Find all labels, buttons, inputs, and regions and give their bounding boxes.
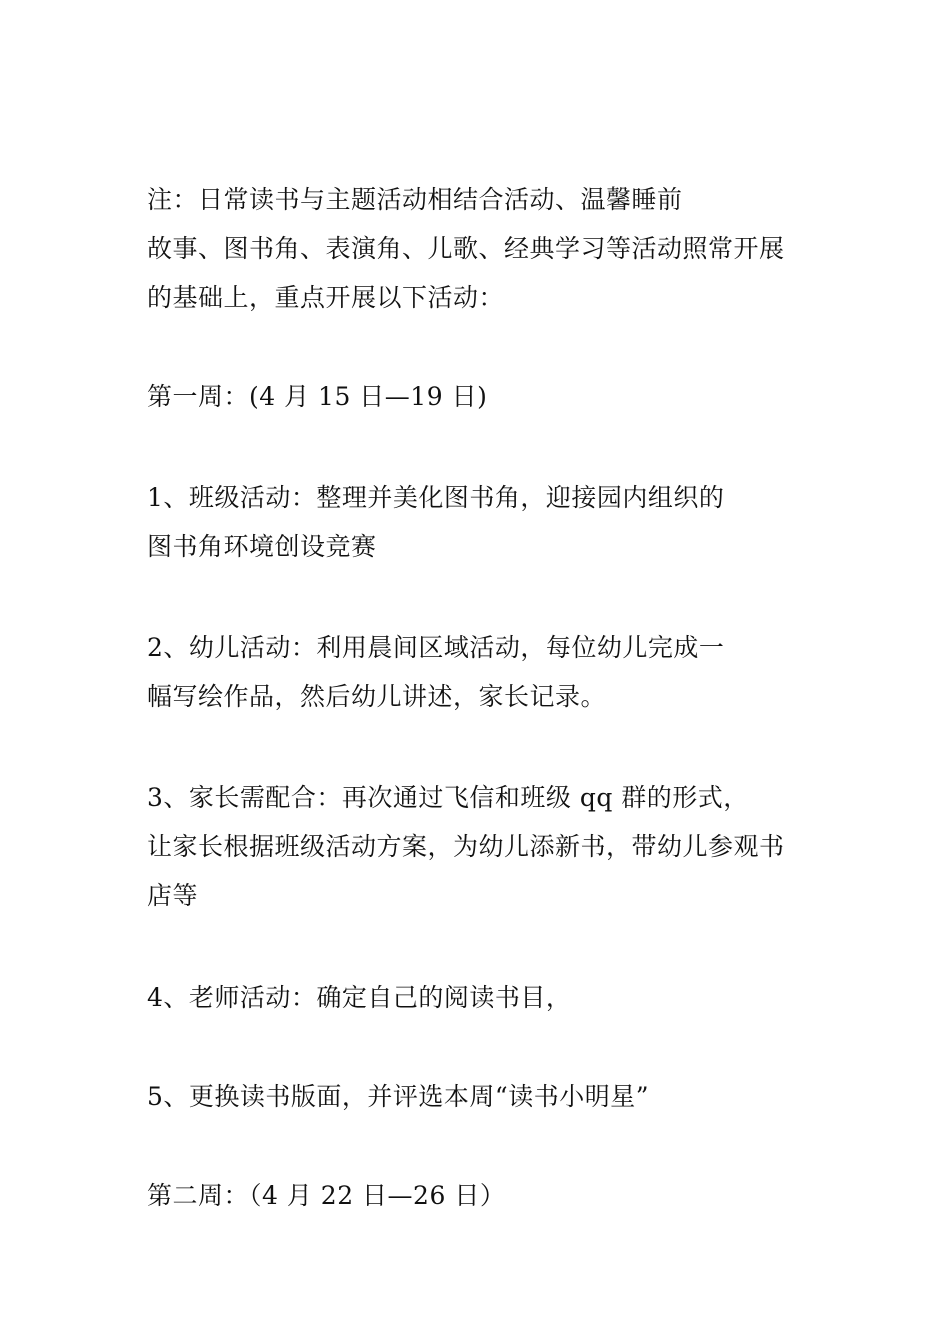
week-two-heading: 第二周：（4 月 22 日—26 日） [147,1181,506,1210]
item-2-line-1: 2、幼儿活动：利用晨间区域活动，每位幼儿完成一 [147,633,725,662]
item-1-line-2: 图书角环境创设竞赛 [147,532,377,561]
note-line-1: 注：日常读书与主题活动相结合活动、温馨睡前 [147,185,683,214]
item-3-line-2: 让家长根据班级活动方案，为幼儿添新书，带幼儿参观书 [147,832,785,861]
note-line-2: 故事、图书角、表演角、儿歌、经典学习等活动照常开展 [147,234,785,263]
item-2-line-2: 幅写绘作品，然后幼儿讲述，家长记录。 [147,682,607,711]
week-one-heading: 第一周：(4 月 15 日—19 日) [147,382,488,411]
item-5-line-1: 5、更换读书版面，并评选本周“读书小明星” [147,1082,649,1111]
note-line-3: 的基础上，重点开展以下活动： [147,283,505,312]
item-3-line-1: 3、家长需配合：再次通过飞信和班级 qq 群的形式， [147,783,749,812]
item-1-line-1: 1、班级活动：整理并美化图书角，迎接园内组织的 [147,483,725,512]
item-3-line-3: 店等 [147,881,199,910]
item-4-line-1: 4、老师活动：确定自己的阅读书目， [147,983,572,1012]
